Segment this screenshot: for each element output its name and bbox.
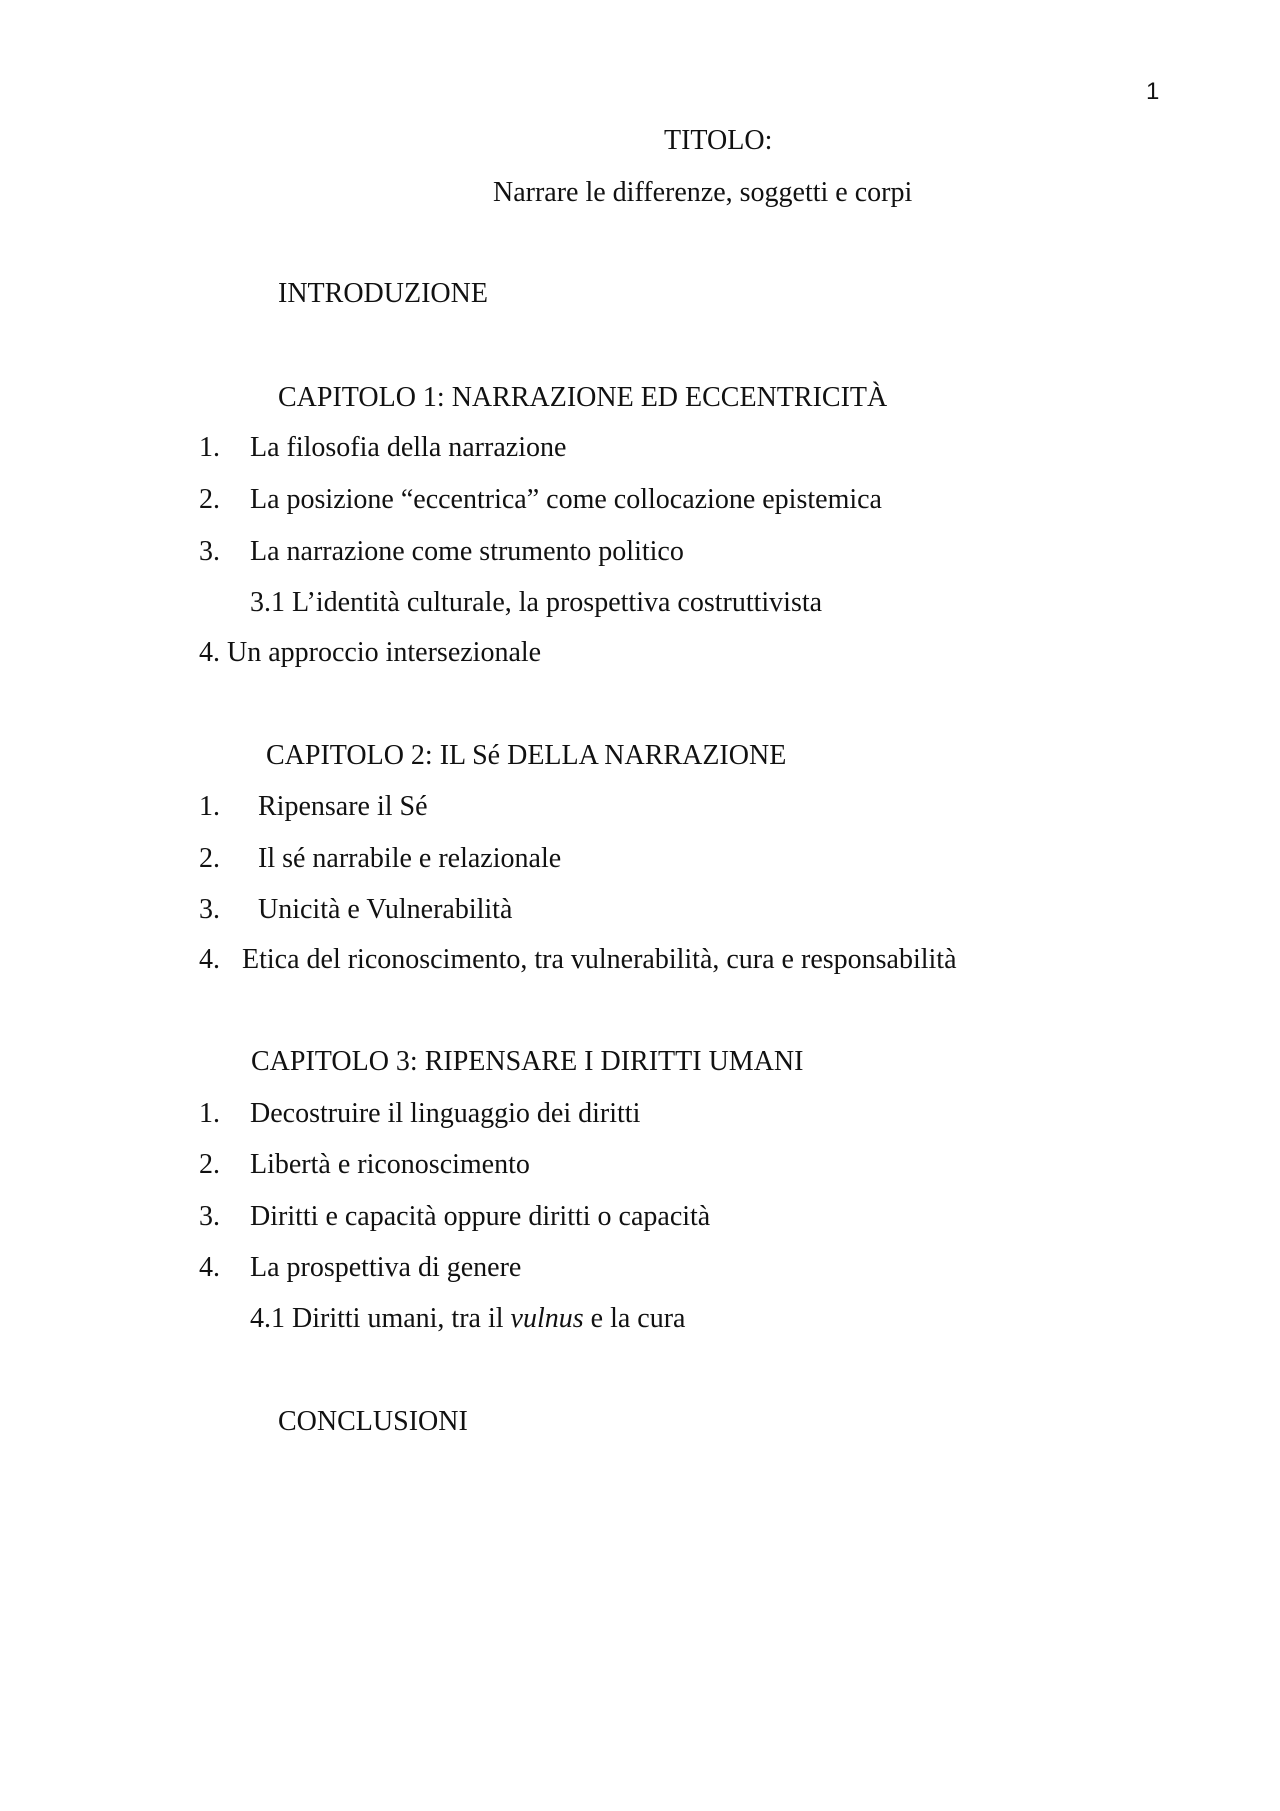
chapter3-item1-text: Decostruire il linguaggio dei diritti xyxy=(250,1098,641,1129)
document-title: Narrare le differenze, soggetti e corpi xyxy=(493,177,913,208)
conclusions-heading: CONCLUSIONI xyxy=(278,1406,468,1437)
introduction-heading: INTRODUZIONE xyxy=(278,278,488,309)
chapter3-heading: CAPITOLO 3: RIPENSARE I DIRITTI UMANI xyxy=(251,1046,804,1077)
chapter1-item1-number: 1. xyxy=(199,432,220,463)
chapter1-item2-text: La posizione “eccentrica” come collocazione epistemica xyxy=(250,484,882,515)
chapter1-subitem-3-1: 3.1 L’identità culturale, la prospettiva costruttivista xyxy=(250,587,823,618)
chapter2-item4-text: Etica del riconoscimento, tra vulnerabilità, cura e responsabilità xyxy=(242,944,957,975)
chapter3-item3-number: 3. xyxy=(199,1201,220,1232)
chapter1-item4: 4. Un approccio intersezionale xyxy=(199,637,542,668)
chapter2-item3-text: Unicità e Vulnerabilità xyxy=(258,894,513,925)
chapter3-item1-number: 1. xyxy=(199,1098,220,1129)
chapter3-item4-text: La prospettiva di genere xyxy=(250,1252,522,1283)
page-number: 1 xyxy=(1146,78,1160,105)
chapter3-item3-text: Diritti e capacità oppure diritti o capacità xyxy=(250,1201,711,1232)
chapter3-subitem-4-1 xyxy=(250,1305,685,1333)
chapter3-item2-number: 2. xyxy=(199,1149,220,1180)
chapter3-item2-text: Libertà e riconoscimento xyxy=(250,1149,530,1180)
chapter3-item4-number: 4. xyxy=(199,1252,220,1283)
chapter2-item4-number: 4. xyxy=(199,944,220,975)
subitem-4-1-prefix: 4.1 Diritti umani, tra il xyxy=(250,1303,511,1334)
chapter2-item2-text: Il sé narrabile e relazionale xyxy=(258,843,562,874)
chapter2-heading: CAPITOLO 2: IL Sé DELLA NARRAZIONE xyxy=(266,740,787,771)
chapter1-item3-number: 3. xyxy=(199,536,220,567)
chapter2-item1-text: Ripensare il Sé xyxy=(258,791,428,822)
chapter1-heading: CAPITOLO 1: NARRAZIONE ED ECCENTRICITÀ xyxy=(278,382,888,413)
title-label: TITOLO: xyxy=(664,125,773,156)
chapter2-item3-number: 3. xyxy=(199,894,220,925)
chapter1-item2-number: 2. xyxy=(199,484,220,515)
chapter1-item3-text: La narrazione come strumento politico xyxy=(250,536,684,567)
subitem-4-1-italic: vulnus xyxy=(510,1303,584,1334)
chapter1-item1-text: La filosofia della narrazione xyxy=(250,432,567,463)
chapter2-item1-number: 1. xyxy=(199,791,220,822)
chapter2-item2-number: 2. xyxy=(199,843,220,874)
subitem-4-1-suffix: e la cura xyxy=(583,1303,686,1334)
